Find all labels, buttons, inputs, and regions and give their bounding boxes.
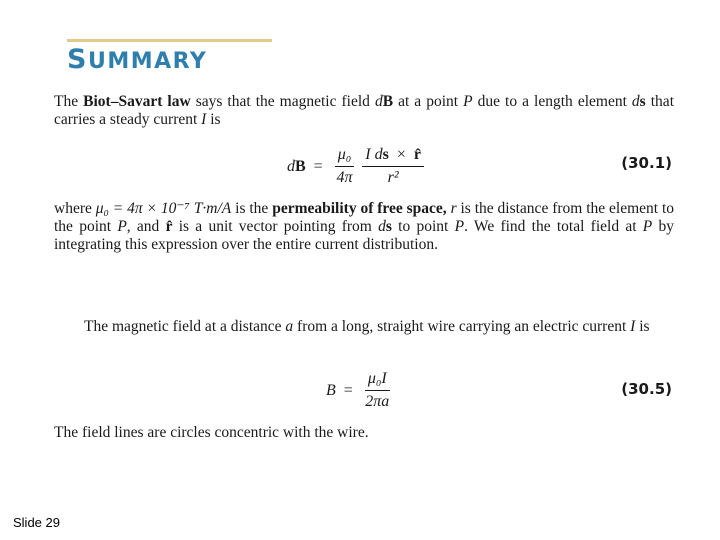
cross-product-fraction: $\frac{\text{I ds × r̂}}{\text{r²}}$ — [362, 146, 424, 187]
mu-over-4pi-fraction: $\frac{\text{μ₀}}{4\pi}$ — [336, 146, 353, 186]
equation-30-5: B = $\frac{\text{μ₀I}}{2\pi a}$ — [326, 370, 390, 410]
straight-wire-paragraph: The magnetic field at a distance a from a long, straight wire carrying an electric current I is — [84, 318, 650, 335]
equation-number-30-1: (30.1) — [621, 154, 672, 172]
heading-rule — [67, 39, 272, 42]
slide-number: Slide 29 — [13, 515, 60, 530]
field-lines-sentence: The field lines are circles concentric with the wire. — [54, 424, 369, 441]
permeability-paragraph: where μ₀ = 4π × 10⁻⁷ T·m/A is the permeability of free space, r is the distance from the element to the point P, and r̂ is a unit vector pointing from ds to point P. We find the total field at P by integrating this expression over the entire current distribution. — [54, 200, 675, 253]
permeability-term: permeability of free space, — [272, 200, 447, 217]
biot-savart-intro: The Biot–Savart law says that the magnetic field dB at a point P due to a length element ds that carries a steady current I is — [54, 93, 674, 128]
equation-30-1: d B = $\frac{\text{μ₀}}{4\pi}$ $\frac{\text{I ds × r̂}}{\text{r²}}$ — [287, 146, 428, 187]
biot-savart-term: Biot–Savart law — [83, 93, 191, 110]
equation-number-30-5: (30.5) — [621, 380, 672, 398]
summary-heading: SUMMARY — [67, 44, 208, 75]
wire-field-fraction: $\frac{\text{μ₀I}}{2\pi a}$ — [365, 370, 390, 410]
